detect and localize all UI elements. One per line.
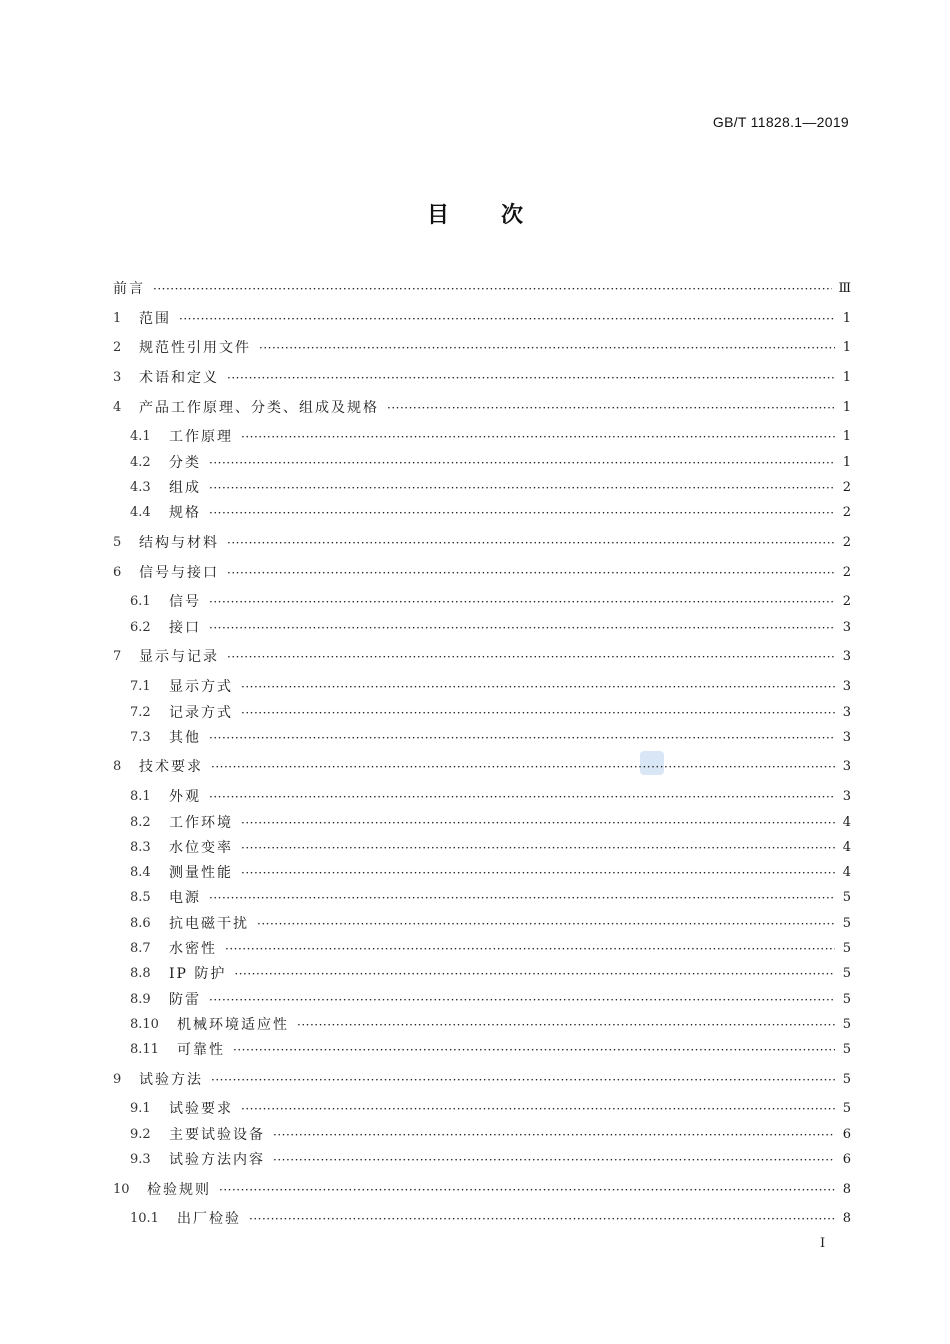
toc-entry[interactable] <box>130 478 851 498</box>
toc-entry[interactable] <box>130 914 851 934</box>
toc-entry-title: 信号与接口 <box>139 565 219 581</box>
toc-entry[interactable] <box>130 863 851 883</box>
toc-entry[interactable] <box>130 427 851 447</box>
toc-dot-leader <box>297 1015 835 1035</box>
toc-dot-leader <box>227 647 835 667</box>
toc-entry[interactable] <box>130 888 851 908</box>
toc-entry-page: 3 <box>842 759 851 774</box>
toc-entry[interactable] <box>130 618 851 638</box>
toc-entry-page: 8 <box>842 1182 851 1197</box>
toc-dot-leader <box>387 398 835 418</box>
toc-entry[interactable] <box>130 1040 851 1060</box>
toc-entry-title: 外观 <box>169 789 201 805</box>
toc-entry-page: 3 <box>842 789 851 804</box>
toc-entry-number: 4.2 <box>130 455 151 470</box>
toc-entry[interactable] <box>113 647 851 667</box>
toc-entry-title: IP 防护 <box>169 966 227 982</box>
toc-entry[interactable] <box>113 563 851 583</box>
toc-entry-page: 1 <box>842 429 851 444</box>
toc-dot-leader <box>241 838 835 858</box>
toc-entry-page: 4 <box>842 840 851 855</box>
toc-dot-leader <box>249 1209 835 1229</box>
toc-entry[interactable] <box>130 728 851 748</box>
toc-entry-number: 4 <box>113 400 122 415</box>
page-title: 目次 <box>426 203 575 228</box>
toc-dot-leader <box>209 478 835 498</box>
toc-entry-number: 7 <box>113 649 122 664</box>
toc-entry-number: 8.6 <box>130 916 151 931</box>
toc-entry-title: 规格 <box>169 505 201 521</box>
toc-entry-page: 6 <box>842 1127 851 1142</box>
toc-entry[interactable] <box>130 1015 851 1035</box>
toc-entry[interactable] <box>130 1099 851 1119</box>
toc-entry-title: 前言 <box>113 281 145 297</box>
toc-dot-leader <box>153 279 832 299</box>
toc-dot-leader <box>257 914 835 934</box>
toc-entry[interactable] <box>130 703 851 723</box>
toc-entry-page: 8 <box>842 1211 851 1226</box>
toc-entry-number: 8.3 <box>130 840 151 855</box>
toc-entry-title: 术语和定义 <box>139 370 219 386</box>
toc-entry-number: 9.1 <box>130 1101 151 1116</box>
toc-entry-page: 2 <box>842 505 851 520</box>
toc-entry-number: 4.4 <box>130 505 151 520</box>
toc-entry-page: 3 <box>842 705 851 720</box>
toc-entry-page: 2 <box>842 535 851 550</box>
toc-entry-number: 1 <box>113 311 122 326</box>
toc-dot-leader <box>241 677 835 697</box>
toc-entry-number: 7.1 <box>130 679 151 694</box>
toc-entry-title: 记录方式 <box>169 705 233 721</box>
toc-dot-leader <box>209 618 835 638</box>
toc-entry-page: 1 <box>842 370 851 385</box>
toc-entry-title: 抗电磁干扰 <box>169 916 249 932</box>
toc-entry[interactable] <box>130 1150 851 1170</box>
toc-dot-leader <box>241 427 835 447</box>
toc-entry[interactable] <box>113 1070 851 1090</box>
toc-entry-title: 工作原理 <box>169 429 233 445</box>
toc-entry-page: 5 <box>842 941 851 956</box>
toc-entry-number: 7.2 <box>130 705 151 720</box>
toc-dot-leader <box>259 338 835 358</box>
toc-dot-leader <box>273 1150 835 1170</box>
toc-entry-title: 工作环境 <box>169 815 233 831</box>
toc-entry-number: 8 <box>113 759 122 774</box>
toc-entry-number: 8.9 <box>130 992 151 1007</box>
toc-entry-number: 10 <box>113 1182 130 1197</box>
toc-entry-number: 4.1 <box>130 429 151 444</box>
toc-entry-title: 水位变率 <box>169 840 233 856</box>
toc-entry-number: 8.1 <box>130 789 151 804</box>
toc-entry-number: 8.11 <box>130 1042 159 1057</box>
toc-entry-page: 5 <box>842 890 851 905</box>
toc-entry-title: 试验方法内容 <box>169 1152 265 1168</box>
toc-entry-number: 5 <box>113 535 122 550</box>
toc-dot-leader <box>241 703 835 723</box>
toc-entry-title: 主要试验设备 <box>169 1127 265 1143</box>
toc-entry-number: 2 <box>113 340 122 355</box>
toc-entry-number: 10.1 <box>130 1211 159 1226</box>
toc-entry-title: 试验方法 <box>139 1072 203 1088</box>
toc-entry-page: 1 <box>842 340 851 355</box>
toc-dot-leader <box>227 368 835 388</box>
toc-entry[interactable] <box>130 939 851 959</box>
toc-dot-leader <box>211 1070 835 1090</box>
toc-entry[interactable] <box>130 1125 851 1145</box>
toc-entry-title: 范围 <box>139 311 171 327</box>
toc-entry[interactable] <box>113 279 851 299</box>
toc-entry-number: 9.2 <box>130 1127 151 1142</box>
toc-dot-leader <box>225 939 835 959</box>
toc-entry[interactable] <box>130 787 851 807</box>
toc-entry[interactable] <box>130 838 851 858</box>
toc-entry-page: Ⅲ <box>838 281 851 296</box>
toc-entry-page: 2 <box>842 594 851 609</box>
page-number: I <box>820 1236 826 1251</box>
toc-dot-leader <box>209 503 835 523</box>
toc-entry[interactable] <box>130 453 851 473</box>
toc-entry-title: 产品工作原理、分类、组成及规格 <box>139 400 379 416</box>
toc-entry[interactable] <box>130 990 851 1010</box>
toc-entry-page: 5 <box>842 916 851 931</box>
toc-entry[interactable] <box>130 813 851 833</box>
toc-entry-title: 分类 <box>169 455 201 471</box>
toc-entry[interactable] <box>113 338 851 358</box>
toc-entry-page: 5 <box>842 1042 851 1057</box>
toc-entry[interactable] <box>113 309 851 329</box>
toc-dot-leader <box>209 728 835 748</box>
toc-dot-leader <box>209 888 835 908</box>
toc-entry[interactable] <box>130 964 851 984</box>
toc-entry-number: 4.3 <box>130 480 151 495</box>
toc-entry-number: 9.3 <box>130 1152 151 1167</box>
toc-entry-number: 8.7 <box>130 941 151 956</box>
toc-entry-title: 测量性能 <box>169 865 233 881</box>
toc-entry-page: 1 <box>842 311 851 326</box>
toc-dot-leader <box>211 757 835 777</box>
toc-entry-number: 7.3 <box>130 730 151 745</box>
toc-entry-title: 技术要求 <box>139 759 203 775</box>
toc-entry-number: 6.1 <box>130 594 151 609</box>
toc-dot-leader <box>241 813 835 833</box>
toc-entry-page: 6 <box>842 1152 851 1167</box>
toc-entry-page: 1 <box>842 400 851 415</box>
toc-dot-leader <box>227 563 835 583</box>
toc-entry-title: 其他 <box>169 730 201 746</box>
toc-dot-leader <box>209 990 835 1010</box>
toc-entry-title: 显示与记录 <box>139 649 219 665</box>
toc-entry-page: 5 <box>842 966 851 981</box>
toc-dot-leader <box>227 533 835 553</box>
standard-code: GB/T 11828.1—2019 <box>712 114 849 130</box>
toc-entry-title: 信号 <box>169 594 201 610</box>
toc-entry[interactable] <box>113 398 851 418</box>
toc-entry-title: 组成 <box>169 480 201 496</box>
toc-entry-page: 4 <box>842 815 851 830</box>
toc-entry[interactable] <box>113 1180 851 1200</box>
toc-entry-title: 接口 <box>169 620 201 636</box>
toc-entry-page: 3 <box>842 730 851 745</box>
toc-dot-leader <box>209 787 835 807</box>
toc-entry-page: 3 <box>842 679 851 694</box>
toc-dot-leader <box>209 453 835 473</box>
toc-entry-title: 防雷 <box>169 992 201 1008</box>
toc-entry-title: 水密性 <box>169 941 217 957</box>
toc-entry-page: 4 <box>842 865 851 880</box>
toc-entry-number: 8.8 <box>130 966 151 981</box>
toc-entry[interactable] <box>130 1209 851 1229</box>
toc-entry-title: 出厂检验 <box>177 1211 241 1227</box>
toc-dot-leader <box>234 964 835 984</box>
toc-dot-leader <box>219 1180 835 1200</box>
toc-dot-leader <box>209 592 835 612</box>
toc-entry-number: 6 <box>113 565 122 580</box>
toc-dot-leader <box>179 309 835 329</box>
toc-dot-leader <box>241 1099 835 1119</box>
toc-dot-leader <box>233 1040 835 1060</box>
toc-entry-number: 8.5 <box>130 890 151 905</box>
toc-entry-number: 8.2 <box>130 815 151 830</box>
toc-entry-number: 8.10 <box>130 1017 159 1032</box>
toc-entry[interactable] <box>130 677 851 697</box>
toc-entry-title: 检验规则 <box>147 1182 211 1198</box>
toc-entry-title: 显示方式 <box>169 679 233 695</box>
toc-entry-page: 5 <box>842 1072 851 1087</box>
toc-entry-page: 2 <box>842 480 851 495</box>
toc-entry-page: 3 <box>842 620 851 635</box>
toc-entry[interactable] <box>113 533 851 553</box>
toc-entry-page: 5 <box>842 1017 851 1032</box>
toc-entry-page: 3 <box>842 649 851 664</box>
toc-entry-title: 规范性引用文件 <box>139 340 251 356</box>
toc-entry-page: 1 <box>842 455 851 470</box>
toc-entry-title: 电源 <box>169 890 201 906</box>
toc-entry-page: 5 <box>842 992 851 1007</box>
toc-entry-page: 2 <box>842 565 851 580</box>
toc-entry-number: 9 <box>113 1072 122 1087</box>
toc-entry-number: 8.4 <box>130 865 151 880</box>
toc-entry[interactable] <box>113 757 851 777</box>
toc-entry-title: 试验要求 <box>169 1101 233 1117</box>
toc-entry-title: 可靠性 <box>177 1042 225 1058</box>
toc-entry-title: 机械环境适应性 <box>177 1017 289 1033</box>
toc-entry-number: 6.2 <box>130 620 151 635</box>
toc-entry-page: 5 <box>842 1101 851 1116</box>
toc-entry-title: 结构与材料 <box>139 535 219 551</box>
toc-entry-number: 3 <box>113 370 122 385</box>
toc-dot-leader <box>241 863 835 883</box>
toc-dot-leader <box>273 1125 835 1145</box>
toc-entry[interactable] <box>113 368 851 388</box>
toc-entry[interactable] <box>130 503 851 523</box>
toc-entry[interactable] <box>130 592 851 612</box>
